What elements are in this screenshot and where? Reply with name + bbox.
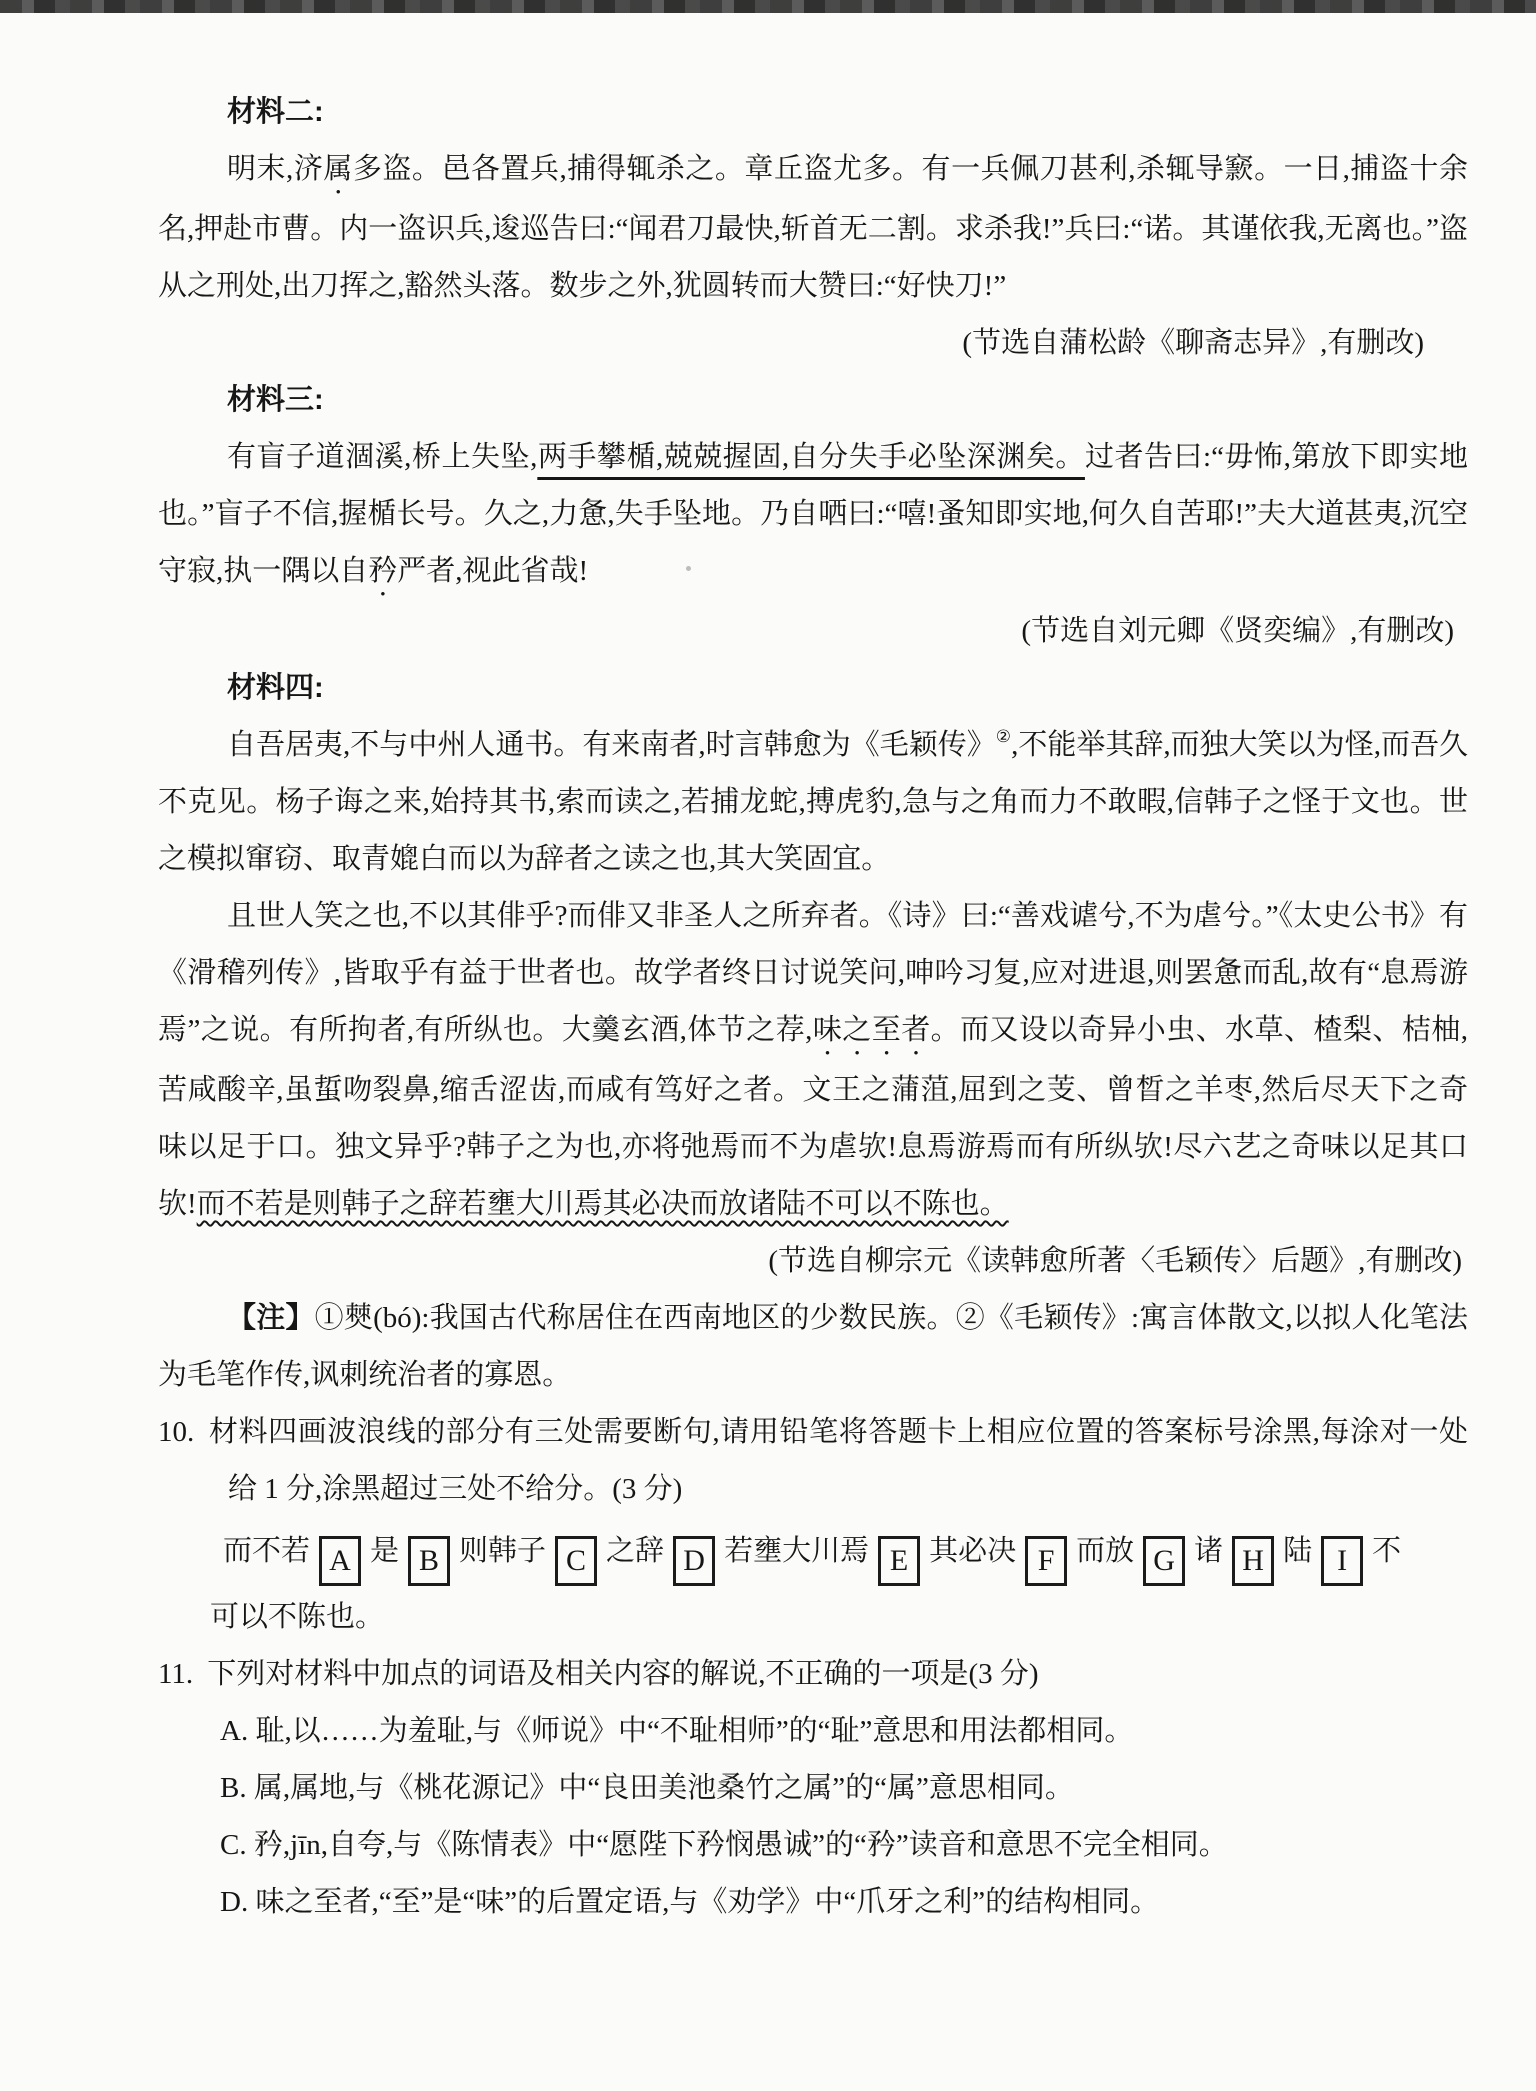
answer-box-f: F (1025, 1536, 1067, 1586)
text-segment: 不 (1372, 1535, 1402, 1567)
material-2-section (158, 84, 1468, 372)
note-text: ①僰(bó):我国古代称居住在西南地区的少数民族。②《毛颖传》:寓言体散文,以拟人化笔法为毛笔作传,讽刺统治者的寡恩。 (158, 1302, 1468, 1391)
emphasized-word-shu: 属 (323, 153, 353, 185)
emphasized-phrase-weizhizhizhe: 味之至者 (812, 1014, 931, 1046)
text-segment: 陆 (1283, 1535, 1313, 1567)
material-4-paragraph-1 (158, 717, 1468, 888)
material-3-paragraph (158, 429, 1468, 603)
text-segment: 严者,视此省哉! (397, 555, 589, 587)
text-segment: 多盗。邑各置兵,捕得辄杀之。章丘盗尤多。有一兵佩刀甚利,杀辄导窾。一日,捕盗十余名,押赴市曹。内一盗识兵,逡巡告曰:“闻君刀最快,斩首无二割。求杀我!”兵曰:“诺。其谨依我,无离也。”盗从之刑处,出刀挥之,豁然头落。数步之外,犹圆转而大赞曰:“好快刀!” (158, 153, 1468, 302)
text-segment: 明末,济 (227, 153, 324, 185)
material-2-source: (节选自蒲松龄《聊斋志异》,有删改) (962, 327, 1424, 359)
note-label: 【注】 (227, 1302, 315, 1334)
answer-box-g: G (1143, 1536, 1185, 1586)
question-number: 11. (158, 1658, 194, 1690)
text-segment: 其必决 (929, 1535, 1017, 1567)
text-segment: 。而又设以奇异小虫、水草、楂梨、桔柚,苦咸酸辛,虽蜇吻裂鼻,缩舌涩齿,而咸有笃好之者。文王之蒲菹,屈到之芰、曾晳之羊枣,然后尽天下之奇味以足于口。独文异乎?韩子之为也,亦将弛焉而不为虐欤!息焉游焉而有所纵欤!尽六艺之奇味以足其口欤! (158, 1014, 1468, 1220)
question-11-stem (158, 1646, 1468, 1703)
answer-box-d: D (673, 1536, 715, 1586)
text-segment: 则韩子 (459, 1535, 547, 1567)
option-d: D. 味之至者,“至”是“味”的后置定语,与《劝学》中“爪牙之利”的结构相同。 (220, 1886, 1160, 1918)
option-b: B. 属,属地,与《桃花源记》中“良田美池桑竹之属”的“属”意思相同。 (220, 1772, 1074, 1804)
answer-box-i: I (1321, 1536, 1363, 1586)
emphasized-word-jin: 矜 (368, 555, 398, 587)
question-number: 10. (158, 1416, 195, 1448)
text-segment: 诸 (1194, 1535, 1224, 1567)
material-4-section (158, 660, 1468, 1290)
text-segment: 而不若 (223, 1535, 311, 1567)
footnotes (158, 1290, 1468, 1404)
wavy-underlined-sentence: 而不若是则韩子之辞若壅大川焉其必决而放诸陆不可以不陈也。 (196, 1188, 1009, 1220)
text-segment: ,不能举其辞,而独大笑以为怪,而吾久不克见。杨子诲之来,始持其书,索而读之,若捕龙蛇,搏虎豹,急与之角而力不敢暇,信韩子之怪于文也。世之模拟窜窃、取青媲白而以为辞者之读之也,其大笑固宜。 (158, 729, 1468, 875)
material-4-heading: 材料四: (227, 672, 324, 704)
material-3-heading: 材料三: (227, 384, 324, 416)
material-2-heading: 材料二: (227, 96, 324, 128)
text-segment: 若壅大川焉 (724, 1535, 870, 1567)
scan-edge-artifact (0, 0, 1536, 13)
question-text: 材料四画波浪线的部分有三处需要断句,请用铅笔将答题卡上相应位置的答案标号涂黑,每涂对一处给 1 分,涂黑超过三处不给分。(3 分) (208, 1416, 1468, 1505)
text-segment: 之辞 (606, 1535, 665, 1567)
underlined-sentence: 两手攀楯,兢兢握固,自分失手必坠深渊矣。 (537, 441, 1085, 473)
page-content (158, 84, 1468, 1931)
material-2-paragraph (158, 141, 1468, 315)
footnote-reference-2: ② (995, 727, 1012, 746)
option-a: A. 耻,以……为羞耻,与《师说》中“不耻相师”的“耻”意思和用法都相同。 (220, 1715, 1134, 1747)
text-segment: 自吾居夷,不与中州人通书。有来南者,时言韩愈为《毛颖传》 (227, 729, 996, 761)
question-10-stem (158, 1404, 1468, 1518)
text-segment: 是 (370, 1535, 400, 1567)
material-3-source: (节选自刘元卿《贤奕编》,有删改) (1021, 615, 1454, 647)
answer-box-a: A (319, 1536, 361, 1586)
question-10 (158, 1404, 1468, 1646)
text-segment: 且世人笑之也,不以其俳乎?而俳又非圣人之所弃者。《诗》曰:“善戏谑兮,不为虐兮。”《太史公书》有《滑稽列传》,皆取乎有益于世者也。故学者终日讨说笑问,呻吟习复,应对进退,则罢惫而乱,故有“息焉游焉”之说。有所拘者,有所纵也。大羹玄酒,体节之荐, (158, 900, 1468, 1046)
text-segment: 过者告曰:“毋怖,第放下即实地也。”盲子不信,握楯长号。久之,力惫,失手坠地。乃自哂曰:“嘻!蚤知即实地,何久自苦耶!”夫大道甚夷,沉空守寂,执一隅以自 (158, 441, 1468, 587)
question-11 (158, 1646, 1468, 1931)
text-segment: 而放 (1076, 1535, 1135, 1567)
answer-box-e: E (878, 1536, 920, 1586)
answer-row-tail: 可以不陈也。 (210, 1601, 385, 1633)
answer-box-h: H (1232, 1536, 1274, 1586)
answer-box-c: C (555, 1536, 597, 1586)
question-text: 下列对材料中加点的词语及相关内容的解说,不正确的一项是(3 分) (207, 1658, 1039, 1690)
material-4-paragraph-2 (158, 888, 1468, 1233)
answer-box-b: B (408, 1536, 450, 1586)
material-3-section (158, 372, 1468, 660)
option-c: C. 矜,jīn,自夸,与《陈情表》中“愿陛下矜悯愚诚”的“矜”读音和意思不完全相同。 (220, 1829, 1228, 1861)
text-segment: 有盲子道涸溪,桥上失坠, (227, 441, 538, 473)
material-4-source: (节选自柳宗元《读韩愈所著〈毛颖传〉后题》,有删改) (768, 1245, 1462, 1277)
sentence-breaking-answer-row (158, 1523, 1468, 1586)
